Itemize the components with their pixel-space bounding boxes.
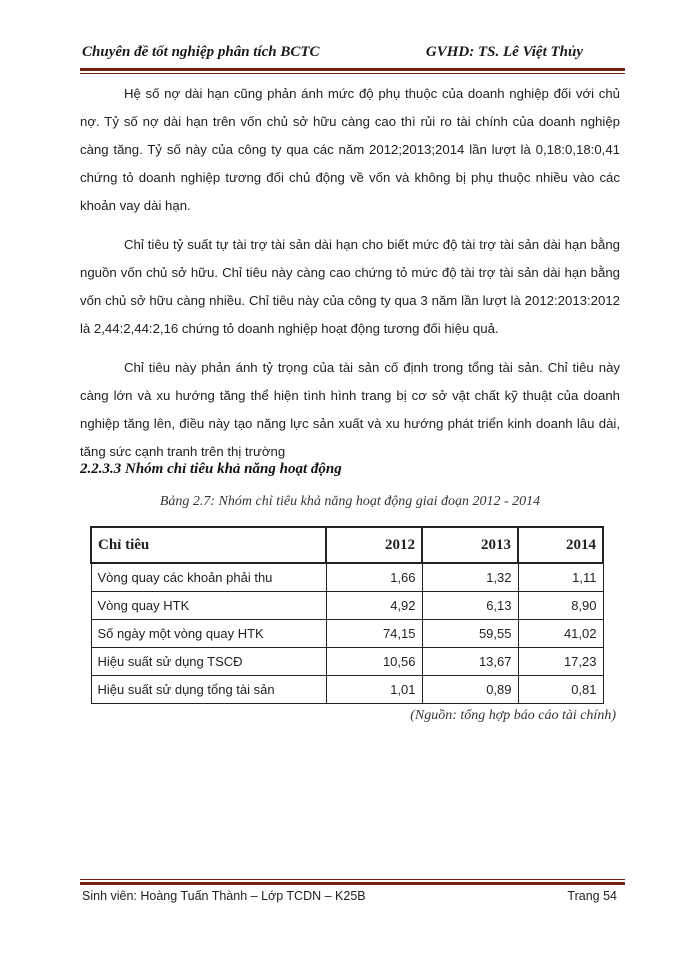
section-heading: 2.2.3.3 Nhóm chỉ tiêu khả năng hoạt động [80, 461, 342, 477]
cell-2012: 74,15 [326, 619, 422, 647]
header-cell-2013: 2013 [422, 527, 518, 563]
paragraph-fixed-assets: Chỉ tiêu này phản ánh tỷ trọng của tài sản cố định trong tổng tài sản. Chỉ tiêu này càng lớn và xu hướng tăng thể hiện tình hình trang bị cơ sở vật chất kỹ thuật của doanh nghiệp tăng lên, điều này tạo năng lực sản xuất và xu hướng phát triển kinh doanh lâu dài, tăng sức cạnh tranh trên thị trường [80, 360, 620, 459]
header-title: Chuyên đề tốt nghiệp phân tích BCTC [82, 44, 320, 60]
cell-2013: 0,89 [422, 675, 518, 703]
header-cell-indicator: Chỉ tiêu [91, 527, 326, 563]
cell-2013: 1,32 [422, 563, 518, 591]
table-caption: Bảng 2.7: Nhóm chỉ tiêu khả năng hoạt động giai đoạn 2012 - 2014 [159, 494, 541, 509]
row-label: Vòng quay các khoản phải thu [91, 563, 326, 591]
footer-rule-thick [80, 882, 625, 885]
cell-2013: 13,67 [422, 647, 518, 675]
header-cell-2014: 2014 [518, 527, 603, 563]
header-cell-2012: 2012 [326, 527, 422, 563]
cell-2014: 17,23 [518, 647, 603, 675]
table-row [91, 619, 603, 647]
cell-2012: 10,56 [326, 647, 422, 675]
footer-student: Sinh viên: Hoàng Tuấn Thành – Lớp TCDN – K25B [82, 889, 366, 903]
cell-2013: 6,13 [422, 591, 518, 619]
paragraph-self-financing: Chỉ tiêu tỷ suất tự tài trợ tài sản dài hạn cho biết mức độ tài trợ tài sản dài hạn bằng nguồn vốn chủ sở hữu. Chỉ tiêu này càng cao chứng tỏ mức độ tài trợ tài sản dài hạn bằng vốn chủ sở hữu càng nhiều. Chỉ tiêu này của công ty qua 3 năm lần lượt là 2012:2013:2012 là 2,44:2,44:2,16 chứng tỏ doanh nghiệp hoạt động tương đối hiệu quả. [80, 237, 620, 336]
table-row [91, 647, 603, 675]
header-rule-thick [80, 68, 625, 71]
cell-2014: 8,90 [518, 591, 603, 619]
cell-2014: 41,02 [518, 619, 603, 647]
row-label: Vòng quay HTK [91, 591, 326, 619]
cell-2012: 1,66 [326, 563, 422, 591]
cell-2012: 1,01 [326, 675, 422, 703]
page-header [80, 44, 623, 66]
table-row [91, 563, 603, 591]
header-rule-thin [80, 73, 625, 74]
footer-rule-thin [80, 879, 625, 880]
page-footer [80, 889, 623, 909]
table-row [91, 591, 603, 619]
cell-2014: 0,81 [518, 675, 603, 703]
activity-ratios-table [90, 526, 604, 704]
cell-2013: 59,55 [422, 619, 518, 647]
cell-2014: 1,11 [518, 563, 603, 591]
page-number: Trang 54 [567, 889, 617, 903]
table-source-note: (Nguồn: tổng hợp báo cáo tài chính) [410, 708, 616, 723]
paragraph-long-term-debt: Hệ số nợ dài hạn cũng phản ánh mức độ phụ thuộc của doanh nghiệp đối với chủ nợ. Tỷ số nợ dài hạn trên vốn chủ sở hữu càng cao thì rủi ro tài chính của doanh nghiệp càng tăng. Tỷ số này của công ty qua các năm 2012;2013;2014 lần lượt là 0,18:0,18:0,41 chứng tỏ doanh nghiệp tương đối chủ động về vốn và không bị phụ thuộc nhiều vào các khoản vay dài hạn. [80, 86, 620, 213]
row-label: Hiệu suất sử dụng TSCĐ [91, 647, 326, 675]
row-label: Số ngày một vòng quay HTK [91, 619, 326, 647]
table-header-row [91, 527, 603, 563]
row-label: Hiệu suất sử dụng tổng tài sản [91, 675, 326, 703]
table-row [91, 675, 603, 703]
body-text [80, 80, 620, 477]
cell-2012: 4,92 [326, 591, 422, 619]
header-advisor: GVHD: TS. Lê Việt Thủy [425, 44, 583, 60]
